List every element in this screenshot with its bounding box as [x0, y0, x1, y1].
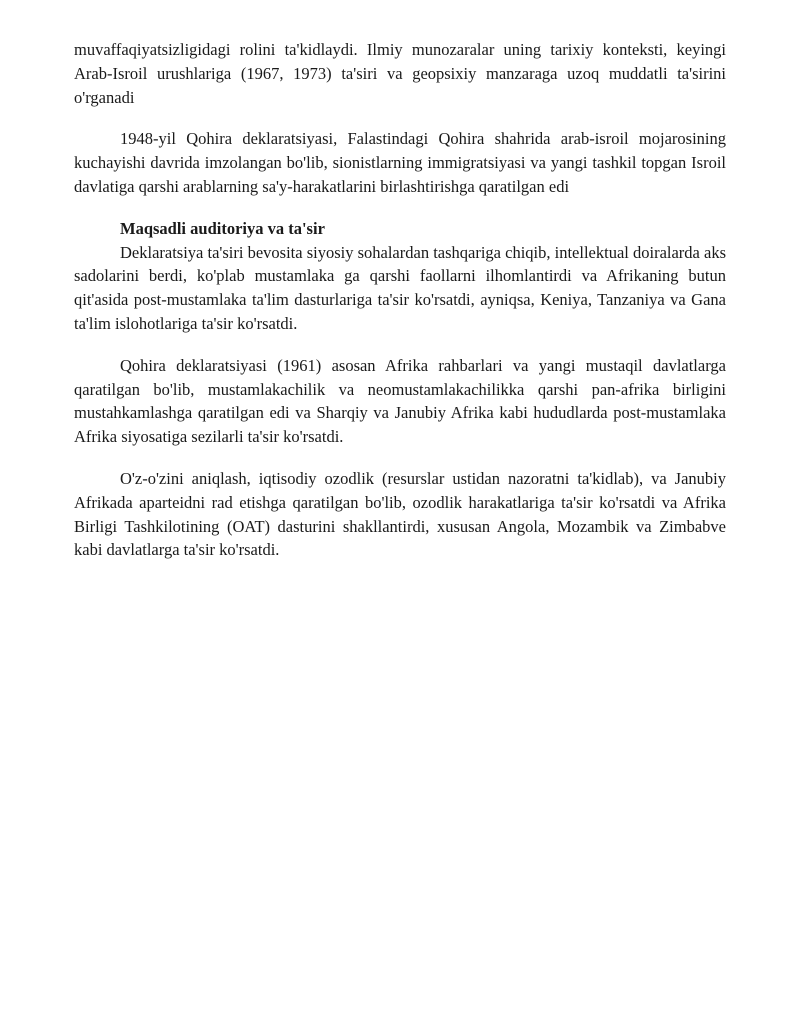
paragraph-cairo-declaration-1961: Qohira deklaratsiyasi (1961) asosan Afrika rahbarlari va yangi mustaqil davlatlarga qaratilgan bo'lib, mustamlakachilik va neomustamlakachilikka qarshi pan-afrika birligini mustahkamlashga qaratilgan edi va Sharqiy va Janubiy Afrika kabi hududlarda post-mustamlaka Afrika siyosatiga sezilarli ta'sir ko'rsatdi.: [74, 355, 726, 447]
section-heading: Maqsadli auditoriya va ta'sir: [120, 218, 325, 238]
paragraph-declaration-impact: Deklaratsiya ta'siri bevosita siyosiy sohalardan tashqariga chiqib, intellektual doiralarda aks sadolarini berdi, ko'plab mustamlaka ga qarshi faollarni ilhomlantirdi va Afrikaning butun qit'asida post-mustamlaka ta'lim dasturlariga ta'sir ko'rsatdi, ayniqsa, Keniya, Tanzaniya va Gana ta'lim islohotlariga ta'sir ko'rsatdi.: [74, 242, 726, 333]
paragraph-continuation: muvaffaqiyatsizligidagi rolini ta'kidlaydi. Ilmiy munozaralar uning tarixiy konteksti, keyingi Arab-Isroil urushlariga (1967, 1973) ta'siri va geopsixiy manzaraga uzoq muddatli ta'sirini o'rganadi: [74, 40, 726, 107]
paragraph-cairo-declaration-1948: 1948-yil Qohira deklaratsiyasi, Falastindagi Qohira shahrida arab-isroil mojarosining kuchayishi davrida imzolangan bo'lib, sionistlarning immigratsiyasi va yangi tashkil topgan Isroil davlatiga qarshi arablarning sa'y-harakatlarini birlashtirishga qaratilgan edi: [74, 129, 726, 196]
paragraph-self-determination: O'z-o'zini aniqlash, iqtisodiy ozodlik (resurslar ustidan nazoratni ta'kidlab), va Janubiy Afrikada aparteidni rad etishga qaratilgan bo'lib, ozodlik harakatlariga ta'sir ko'rsatdi va Afrika Birligi Tashkilotining (OAT) dasturini shakllantirdi, xususan Angola, Mozambik va Zimbabve kabi davlatlarga ta'sir ko'rsatdi.: [74, 468, 726, 560]
document-page: [74, 38, 726, 580]
